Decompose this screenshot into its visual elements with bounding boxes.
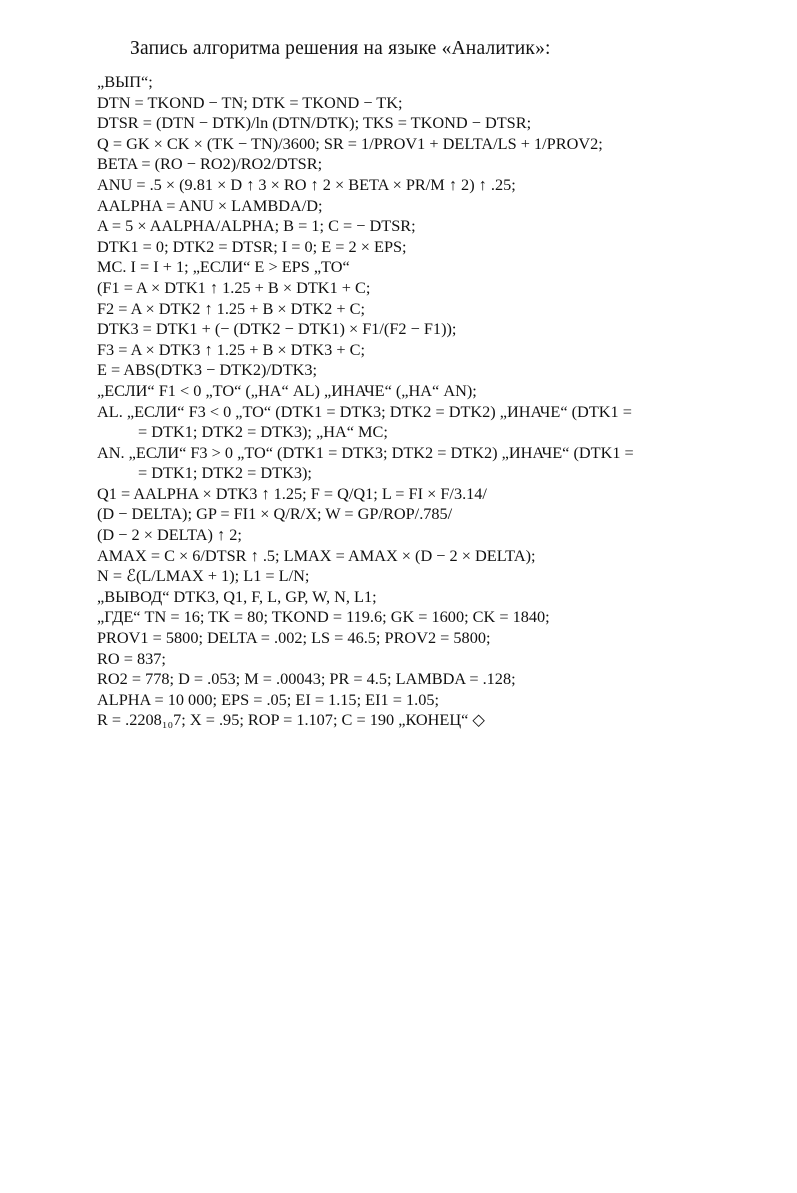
code-line: AALPHA = ANU × LAMBDA/D; [97, 195, 323, 215]
code-line: DTN = TKOND − TN; DTK = TKOND − TK; [97, 92, 403, 112]
code-line: (F1 = A × DTK1 ↑ 1.25 + B × DTK1 + C; [97, 277, 371, 297]
code-line: AL. „ЕСЛИ“ F3 < 0 „TO“ (DTK1 = DTK3; DTK2 = DTK2) „ИНАЧЕ“ (DTK1 = [97, 401, 632, 421]
code-line: R = .2208₁₀7; X = .95; ROP = 1.107; C = 190 „КОНЕЦ“ ◇ [97, 710, 485, 730]
code-line: A = 5 × AALPHA/ALPHA; B = 1; C = − DTSR; [97, 216, 416, 236]
code-line: (D − DELTA); GP = FI1 × Q/R/X; W = GP/ROP/.785/ [97, 504, 453, 524]
code-line: DTSR = (DTN − DTK)/ln (DTN/DTK); TKS = TKOND − DTSR; [97, 113, 532, 133]
code-line: „ЕСЛИ“ F1 < 0 „TO“ („НА“ AL) „ИНАЧЕ“ („НА“ AN); [97, 380, 477, 400]
code-line: AMAX = C × 6/DTSR ↑ .5; LMAX = AMAX × (D − 2 × DELTA); [97, 545, 536, 565]
code-line: AN. „ЕСЛИ“ F3 > 0 „TO“ (DTK1 = DTK3; DTK2 = DTK2) „ИНАЧЕ“ (DTK1 = [97, 442, 634, 462]
code-line: Q1 = AALPHA × DTK3 ↑ 1.25; F = Q/Q1; L = FI × F/3.14/ [97, 483, 487, 503]
code-line: E = ABS(DTK3 − DTK2)/DTK3; [97, 360, 318, 380]
code-line: ALPHA = 10 000; EPS = .05; EI = 1.15; EI1 = 1.05; [97, 689, 440, 709]
code-line: BETA = (RO − RO2)/RO2/DTSR; [97, 154, 323, 174]
code-line: ANU = .5 × (9.81 × D ↑ 3 × RO ↑ 2 × BETA × PR/M ↑ 2) ↑ .25; [97, 174, 516, 194]
code-line: Q = GK × CK × (TK − TN)/3600; SR = 1/PROV1 + DELTA/LS + 1/PROV2; [97, 133, 603, 153]
code-line: DTK3 = DTK1 + (− (DTK2 − DTK1) × F1/(F2 − F1)); [97, 319, 457, 339]
algorithm-heading: Запись алгоритма решения на языке «Аналитик»: [130, 38, 551, 59]
code-line: „ГДЕ“ TN = 16; TK = 80; TKOND = 119.6; GK = 1600; CK = 1840; [97, 607, 550, 627]
code-line: (D − 2 × DELTA) ↑ 2; [97, 525, 242, 545]
code-line: F2 = A × DTK2 ↑ 1.25 + B × DTK2 + C; [97, 298, 365, 318]
code-line: RO = 837; [97, 648, 166, 668]
code-line: RO2 = 778; D = .053; M = .00043; PR = 4.5; LAMBDA = .128; [97, 669, 516, 689]
code-line-continuation: = DTK1; DTK2 = DTK3); [138, 463, 312, 483]
code-line-continuation: = DTK1; DTK2 = DTK3); „НА“ MC; [138, 422, 388, 442]
code-line: PROV1 = 5800; DELTA = .002; LS = 46.5; PROV2 = 5800; [97, 628, 491, 648]
code-line: F3 = A × DTK3 ↑ 1.25 + B × DTK3 + C; [97, 339, 365, 359]
algorithm-listing [97, 72, 769, 731]
code-line: N = ℰ(L/LMAX + 1); L1 = L/N; [97, 566, 310, 586]
code-line: „ВЫП“; [97, 72, 153, 91]
code-line: MC. I = I + 1; „ЕСЛИ“ E > EPS „TO“ [97, 257, 350, 277]
code-line: „ВЫВОД“ DTK3, Q1, F, L, GP, W, N, L1; [97, 586, 377, 606]
code-line: DTK1 = 0; DTK2 = DTSR; I = 0; E = 2 × EPS; [97, 236, 407, 256]
